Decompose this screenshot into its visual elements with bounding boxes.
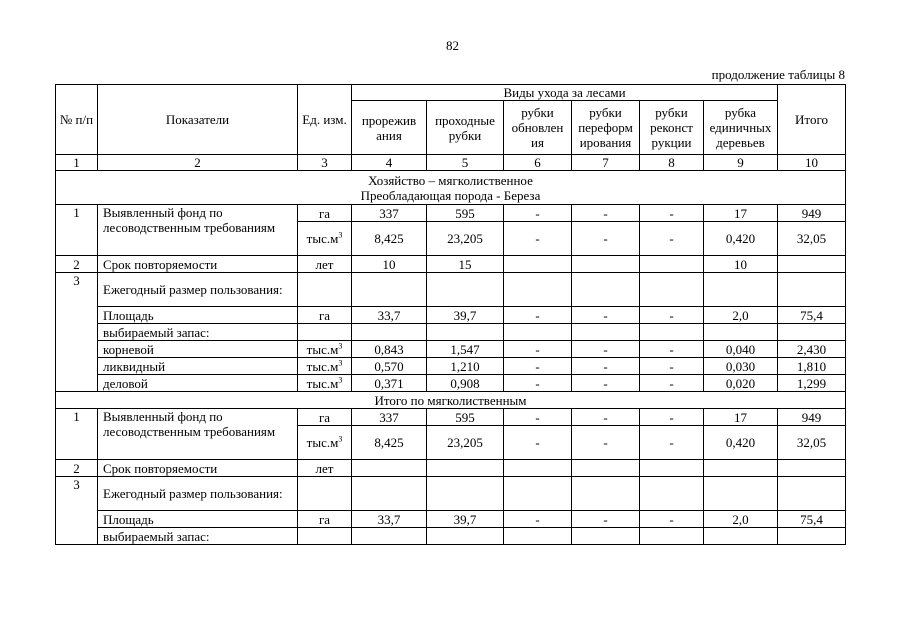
cell xyxy=(504,273,572,307)
header-c8: рубки реконст рукции xyxy=(640,101,704,155)
page-number: 82 xyxy=(446,38,459,53)
cell xyxy=(704,460,778,477)
cell xyxy=(352,273,427,307)
cell xyxy=(778,324,846,341)
cell: 1,547 xyxy=(427,341,504,358)
row-num: 2 xyxy=(56,256,98,273)
header-c4: прорежив ания xyxy=(352,101,427,155)
row-name: ликвидный xyxy=(98,358,298,375)
cell xyxy=(778,256,846,273)
cell: - xyxy=(640,205,704,222)
row-name: Площадь xyxy=(98,511,298,528)
cell xyxy=(298,273,352,307)
cell: - xyxy=(572,341,640,358)
cell xyxy=(352,477,427,511)
cell xyxy=(778,460,846,477)
cell xyxy=(352,460,427,477)
cell: 8,425 xyxy=(352,222,427,256)
cell: 2,430 xyxy=(778,341,846,358)
row-unit: га xyxy=(298,511,352,528)
header-num: № п/п xyxy=(56,85,98,155)
unit-sup: 3 xyxy=(338,358,343,368)
cell: - xyxy=(640,375,704,392)
section-title-line: Преобладающая порода - Береза xyxy=(360,187,541,203)
cell xyxy=(504,528,572,545)
cell: 10 xyxy=(352,256,427,273)
unit-sup: 3 xyxy=(338,230,343,240)
header-c9: рубка единичных деревьев xyxy=(704,101,778,155)
cell: 0,420 xyxy=(704,426,778,460)
colnum: 9 xyxy=(704,155,778,171)
cell: - xyxy=(504,205,572,222)
header-unit: Ед. изм. xyxy=(298,85,352,155)
cell: 0,570 xyxy=(352,358,427,375)
cell: - xyxy=(504,511,572,528)
colnum: 1 xyxy=(56,155,98,171)
cell: 0,843 xyxy=(352,341,427,358)
cell xyxy=(298,324,352,341)
cell xyxy=(572,477,640,511)
cell: - xyxy=(640,341,704,358)
cell xyxy=(504,460,572,477)
cell: 595 xyxy=(427,205,504,222)
cell xyxy=(572,460,640,477)
cell: 23,205 xyxy=(427,426,504,460)
forest-care-table xyxy=(55,84,846,545)
header-group: Виды ухода за лесами xyxy=(352,85,778,101)
cell: 10 xyxy=(704,256,778,273)
cell: - xyxy=(572,358,640,375)
cell xyxy=(704,324,778,341)
unit-sup: 3 xyxy=(338,341,343,351)
cell xyxy=(640,460,704,477)
cell xyxy=(778,528,846,545)
cell: 32,05 xyxy=(778,222,846,256)
cell xyxy=(640,256,704,273)
cell xyxy=(778,477,846,511)
row-name: Срок повторяемости xyxy=(98,460,298,477)
cell xyxy=(427,273,504,307)
column-number-row xyxy=(56,155,846,171)
row-unit xyxy=(298,341,352,358)
row-name: деловой xyxy=(98,375,298,392)
cell: 337 xyxy=(352,205,427,222)
unit-base: тыс.м xyxy=(306,231,339,246)
cell: 8,425 xyxy=(352,426,427,460)
section-title xyxy=(56,171,846,205)
cell: - xyxy=(640,426,704,460)
colnum: 3 xyxy=(298,155,352,171)
cell: - xyxy=(572,409,640,426)
cell: - xyxy=(572,222,640,256)
row-name: Площадь xyxy=(98,307,298,324)
continuation-label: продолжение таблицы 8 xyxy=(711,67,845,82)
row-num: 2 xyxy=(56,460,98,477)
cell: 0,908 xyxy=(427,375,504,392)
cell xyxy=(427,324,504,341)
cell: - xyxy=(504,307,572,324)
cell: 17 xyxy=(704,205,778,222)
cell xyxy=(572,256,640,273)
row-num: 1 xyxy=(56,205,98,256)
row-unit xyxy=(298,426,352,460)
row-unit: лет xyxy=(298,256,352,273)
cell xyxy=(640,477,704,511)
row-name: выбираемый запас: xyxy=(98,324,298,341)
cell: 17 xyxy=(704,409,778,426)
row-num: 3 xyxy=(56,273,98,392)
cell: 75,4 xyxy=(778,307,846,324)
cell: - xyxy=(640,511,704,528)
row-unit xyxy=(298,358,352,375)
cell: 23,205 xyxy=(427,222,504,256)
cell xyxy=(504,256,572,273)
cell: - xyxy=(504,222,572,256)
row-name: Ежегодный размер пользования: xyxy=(98,273,298,307)
cell: - xyxy=(504,409,572,426)
row-name: Ежегодный размер пользования: xyxy=(98,477,298,511)
cell: 1,210 xyxy=(427,358,504,375)
colnum: 7 xyxy=(572,155,640,171)
cell: 0,040 xyxy=(704,341,778,358)
cell: 1,299 xyxy=(778,375,846,392)
cell: 2,0 xyxy=(704,511,778,528)
cell: - xyxy=(572,205,640,222)
cell xyxy=(298,528,352,545)
colnum: 5 xyxy=(427,155,504,171)
section-title-line: Хозяйство – мягколиственное xyxy=(368,172,533,188)
cell xyxy=(427,460,504,477)
cell: 0,030 xyxy=(704,358,778,375)
cell: - xyxy=(572,511,640,528)
cell: - xyxy=(640,358,704,375)
cell xyxy=(572,324,640,341)
cell xyxy=(704,477,778,511)
cell: - xyxy=(572,375,640,392)
row-unit: га xyxy=(298,409,352,426)
unit-sup: 3 xyxy=(338,434,343,444)
cell xyxy=(427,477,504,511)
cell: 75,4 xyxy=(778,511,846,528)
cell: - xyxy=(504,341,572,358)
cell xyxy=(640,528,704,545)
colnum: 4 xyxy=(352,155,427,171)
cell xyxy=(572,273,640,307)
cell: 1,810 xyxy=(778,358,846,375)
cell: - xyxy=(504,426,572,460)
cell xyxy=(352,324,427,341)
header-indicators: Показатели xyxy=(98,85,298,155)
cell: 32,05 xyxy=(778,426,846,460)
unit-base: тыс.м xyxy=(306,375,339,391)
row-name: Выявленный фонд по лесоводственным требованиям xyxy=(98,205,298,256)
cell xyxy=(778,273,846,307)
colnum: 10 xyxy=(778,155,846,171)
row-unit: га xyxy=(298,307,352,324)
cell: 39,7 xyxy=(427,307,504,324)
cell: 0,020 xyxy=(704,375,778,392)
section-title: Итого по мягколиственным xyxy=(56,392,846,409)
unit-sup: 3 xyxy=(338,375,343,385)
cell: - xyxy=(640,409,704,426)
cell: 33,7 xyxy=(352,511,427,528)
cell xyxy=(704,528,778,545)
cell: - xyxy=(504,358,572,375)
cell: - xyxy=(504,375,572,392)
unit-base: тыс.м xyxy=(306,435,339,450)
cell xyxy=(352,528,427,545)
cell: 0,371 xyxy=(352,375,427,392)
colnum: 2 xyxy=(98,155,298,171)
row-name: Срок повторяемости xyxy=(98,256,298,273)
cell: 39,7 xyxy=(427,511,504,528)
colnum: 8 xyxy=(640,155,704,171)
colnum: 6 xyxy=(504,155,572,171)
header-c5: проходные рубки xyxy=(427,101,504,155)
row-unit: лет xyxy=(298,460,352,477)
row-num: 1 xyxy=(56,409,98,460)
row-unit xyxy=(298,222,352,256)
cell xyxy=(640,324,704,341)
header-c7: рубки переформ ирования xyxy=(572,101,640,155)
cell xyxy=(504,477,572,511)
cell: 15 xyxy=(427,256,504,273)
cell xyxy=(504,324,572,341)
cell: 0,420 xyxy=(704,222,778,256)
cell xyxy=(640,273,704,307)
row-name: выбираемый запас: xyxy=(98,528,298,545)
cell: - xyxy=(640,222,704,256)
row-unit xyxy=(298,375,352,392)
header-total: Итого xyxy=(778,85,846,155)
cell: 337 xyxy=(352,409,427,426)
cell: - xyxy=(572,426,640,460)
cell: 949 xyxy=(778,409,846,426)
cell xyxy=(572,528,640,545)
cell xyxy=(704,273,778,307)
cell: 2,0 xyxy=(704,307,778,324)
row-unit: га xyxy=(298,205,352,222)
cell: 595 xyxy=(427,409,504,426)
unit-base: тыс.м xyxy=(306,358,339,374)
cell xyxy=(427,528,504,545)
row-num: 3 xyxy=(56,477,98,545)
header-c6: рубки обновлен ия xyxy=(504,101,572,155)
cell: 33,7 xyxy=(352,307,427,324)
cell: 949 xyxy=(778,205,846,222)
row-name: Выявленный фонд по лесоводственным требованиям xyxy=(98,409,298,460)
cell: - xyxy=(572,307,640,324)
unit-base: тыс.м xyxy=(306,341,339,357)
cell xyxy=(298,477,352,511)
cell: - xyxy=(640,307,704,324)
row-name: корневой xyxy=(98,341,298,358)
